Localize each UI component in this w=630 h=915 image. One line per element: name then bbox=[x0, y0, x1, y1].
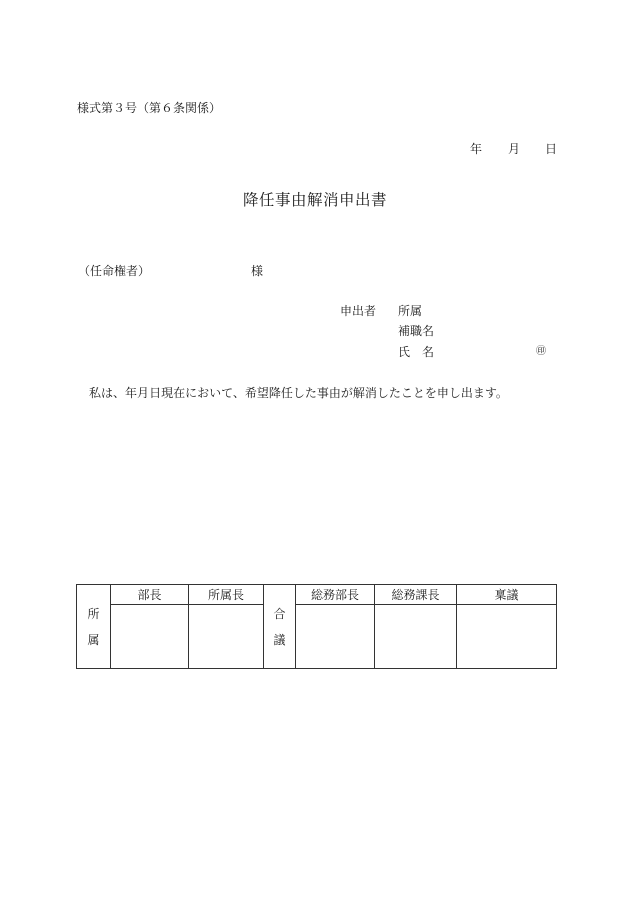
stamp-cell-bucho[interactable] bbox=[111, 605, 189, 669]
statement-paragraph bbox=[77, 383, 555, 403]
date-year-label: 年 bbox=[470, 142, 483, 156]
approval-stamp-table bbox=[76, 584, 557, 669]
appointing-authority: （任命権者） bbox=[78, 264, 151, 278]
header-ringi: 稟議 bbox=[457, 585, 557, 605]
applicant-label: 申出者 bbox=[340, 304, 377, 318]
statement-part2: 日現在において、希望降任した事由が解消したことを申し出ます。 bbox=[149, 386, 508, 400]
position-label: 補職名 bbox=[398, 324, 435, 338]
name-label: 氏名 bbox=[398, 345, 447, 359]
header-somu-kacho: 総務課長 bbox=[375, 585, 457, 605]
stamp-cell-ringi[interactable] bbox=[457, 605, 557, 669]
honorific: 様 bbox=[251, 264, 264, 278]
stamp-cell-somu-kacho[interactable] bbox=[375, 605, 457, 669]
consultation-vertical-label: 合 議 bbox=[264, 585, 296, 669]
date-day-label: 日 bbox=[545, 142, 558, 156]
document-title: 降任事由解消申出書 bbox=[242, 191, 387, 209]
stamp-cell-somu-bucho[interactable] bbox=[296, 605, 375, 669]
statement-part1: 私は、 bbox=[89, 386, 126, 400]
header-somu-bucho: 総務部長 bbox=[296, 585, 375, 605]
header-shozokucho: 所属長 bbox=[189, 585, 264, 605]
date-month-label: 月 bbox=[508, 142, 521, 156]
affiliation-label: 所属 bbox=[398, 304, 423, 318]
statement-year: 年 bbox=[125, 386, 138, 400]
header-bucho: 部長 bbox=[111, 585, 189, 605]
seal-mark: ㊞ bbox=[536, 346, 546, 357]
statement-month: 月 bbox=[137, 386, 150, 400]
stamp-cell-shozokucho[interactable] bbox=[189, 605, 264, 669]
form-number: 様式第３号（第６条関係） bbox=[77, 101, 222, 115]
affiliation-vertical-label: 所 属 bbox=[77, 585, 111, 669]
